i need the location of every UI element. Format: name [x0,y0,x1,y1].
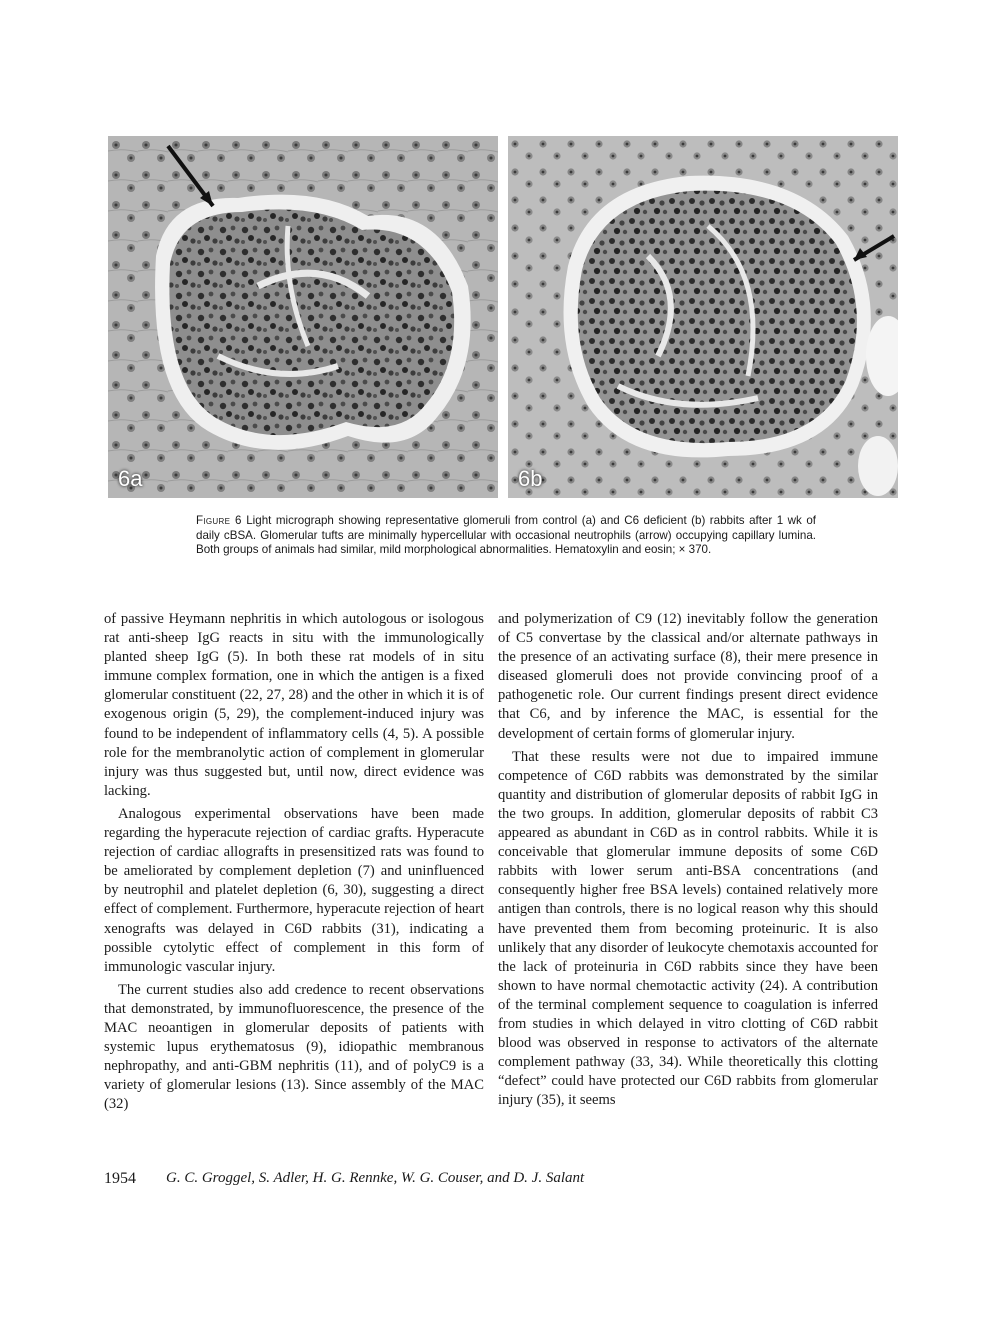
left-column [104,610,484,1114]
running-authors: G. C. Groggel, S. Adler, H. G. Rennke, W. G. Couser, and D. J. Salant [166,1170,585,1186]
paragraph: The current studies also add credence to recent observations that demonstrated, by immunofluorescence, the presence of the MAC neoantigen in glomerular deposits of patients with systemic lupus erythematosus (9), idiopathic membranous nephropathy, and anti-GBM nephritis (11), and of polyC9 is a variety of glomerular lesions (13). Since assembly of the MAC (32) [104,981,484,1113]
paragraph: Analogous experimental observations have been made regarding the hyperacute rejection of cardiac grafts. Hyperacute rejection of cardiac allografts in presensitized rats was found to be ameliorated by complement depletion (7) and uninfluenced by neutrophil and platelet depletion (6, 30), suggesting a direct effect of complement. Furthermore, hyperacute rejection of heart xenografts was delayed in C6D rabbits (31), indicating a possible cytolytic effect of complement in this form of immunologic vascular injury. [104,805,484,975]
micrograph-panel-b [508,136,898,498]
micrograph-a-image [108,136,498,498]
paragraph: of passive Heymann nephritis in which autologous or isologous rat anti-sheep IgG reacts in situ with the immunologically planted sheep IgG (5). In both these rat models of in situ immune complex formation, one in which the antigen is a fixed glomerular constituent (22, 27, 28) and the other in which it is of exogenous origin (5, 29), the complement-induced injury was found to be independent of inflammatory cells (4, 5). A possible role for the membranolytic action of complement in glomerular injury was thus suggested but, until now, direct evidence was lacking. [104,611,484,799]
paragraph: That these results were not due to impaired immune competence of C6D rabbits was demonstrated by the similar quantity and distribution of glomerular deposits of rabbit IgG in the two groups. In addition, glomerular deposits of rabbit C3 appeared as abundant in C6D as in control rabbits. While it is conceivable that glomerular immune deposits of some C6D rabbits with lower serum anti-BSA concentrations (and consequently higher free BSA levels) contained relatively more antigen than controls, there is no logical reason why this should have prevented them from becoming proteinuric. It is also unlikely that any disorder of leukocyte chemotaxis accounted for the lack of proteinuria in C6D rabbits since they have been shown to have normal chemotactic activity (24). A contribution of the terminal complement sequence to coagulation is inferred from studies in which delayed in vitro clotting of C6D rabbit blood was observed in response to activators of the alternate complement pathway (33, 34). While theoretically this clotting “defect” could have protected our C6D rabbits from glomerular injury (35), it seems [498,748,878,1109]
figure-caption [196,514,816,558]
paragraph: and polymerization of C9 (12) inevitably follow the generation of C5 convertase by the classical and/or alternate pathways in the presence of an activating surface (8), their mere presence in diseased glomeruli does not provide convincing proof of a pathogenetic role. Our current findings present direct evidence that C6, and by inference the MAC, is essential for the development of certain forms of glomerular injury. [498,611,878,742]
caption-label: Figure 6 [196,514,242,527]
micrograph-b-image [508,136,898,498]
page-number: 1954 [104,1170,136,1187]
right-column [498,610,878,1110]
figure-6 [108,136,898,498]
caption-text: Light micrograph showing representative glomeruli from control (a) and C6 deficient (b) rabbits after 1 wk of daily cBSA. Glomerular tufts are minimally hypercellular with occasional neutrophils (arrow) occupying capillary lumina. Both groups of animals had similar, mild morphological abnormalities. Hematoxylin and eosin; × 370. [196,514,816,556]
panel-a-label: 6a [118,466,143,491]
micrograph-panel-a [108,136,498,498]
panel-b-label: 6b [518,466,543,491]
